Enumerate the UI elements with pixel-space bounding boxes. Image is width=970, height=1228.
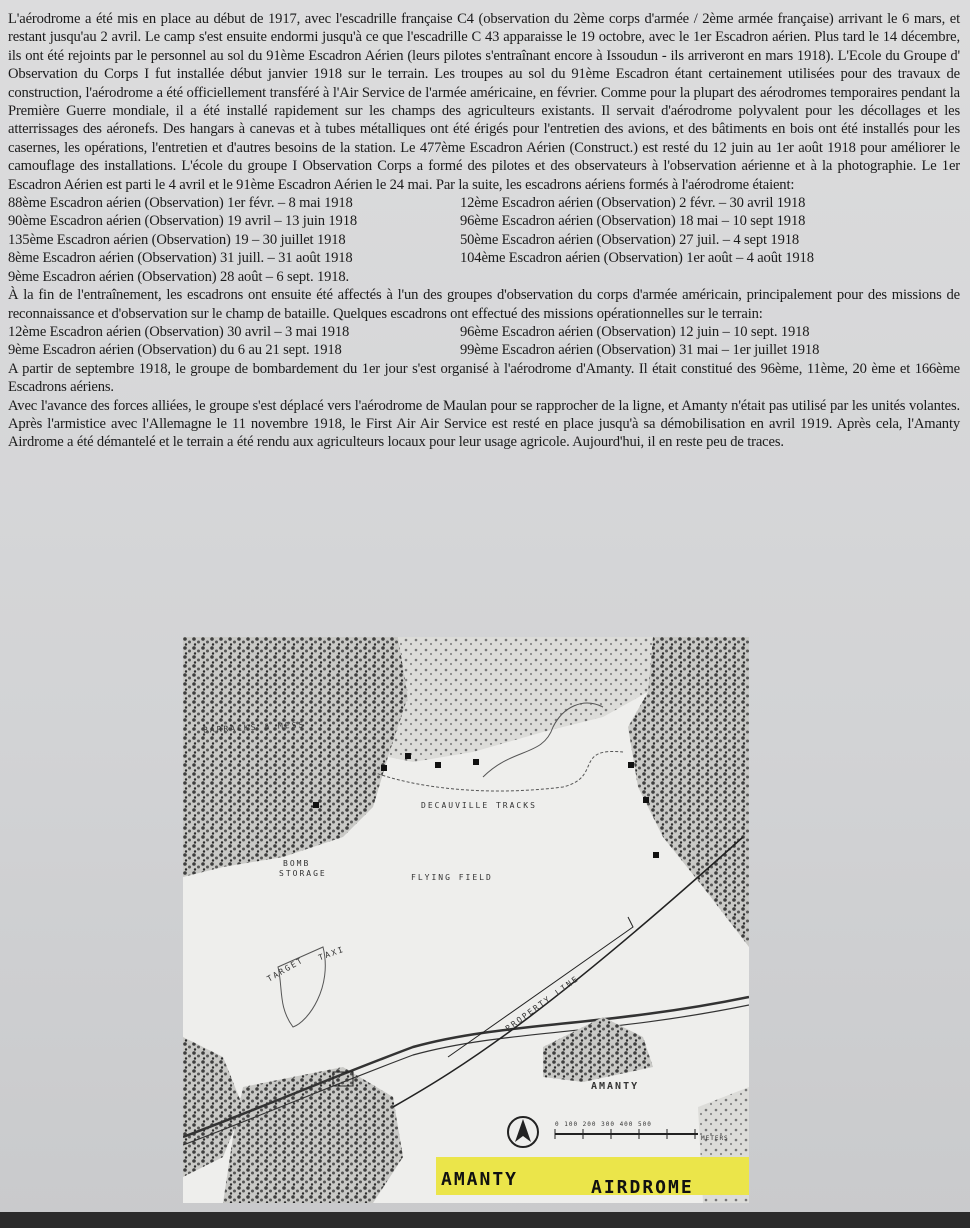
list-item: 50ème Escadron aérien (Observation) 27 juil. – 4 sept 1918 xyxy=(460,231,800,248)
list-item xyxy=(460,268,960,286)
forest-northwest xyxy=(183,637,408,877)
airdrome-map xyxy=(183,637,749,1203)
list-item: 88ème Escadron aérien (Observation) 1er févr. – 8 mai 1918 xyxy=(8,195,353,212)
village-amanty xyxy=(543,1017,653,1082)
list-item: 9ème Escadron aérien (Observation) 28 août – 6 sept. 1918. xyxy=(8,268,350,285)
map-label-barracks: BARRACKS & MESS xyxy=(202,720,306,735)
map-label-taxi: TAXI xyxy=(317,944,346,963)
list-item: 12ème Escadron aérien (Observation) 30 avril – 3 mai 1918 xyxy=(8,323,350,340)
hangar xyxy=(653,852,659,858)
list-item: 12ème Escadron aérien (Observation) 2 févr. – 30 avril 1918 xyxy=(460,195,806,212)
list-item: 90ème Escadron aérien (Observation) 19 avril – 13 juin 1918 xyxy=(8,213,357,230)
hangar xyxy=(405,753,411,759)
hangar xyxy=(381,765,387,771)
hangar xyxy=(435,762,441,768)
bottom-frame xyxy=(0,1212,970,1228)
hangar xyxy=(313,802,319,808)
list-item: 9ème Escadron aérien (Observation) du 6 au 21 sept. 1918 xyxy=(8,342,342,359)
map-label-storage: STORAGE xyxy=(279,869,327,878)
operational-squadrons-list xyxy=(8,323,960,360)
map-label-property-line: PROPERTY LINE xyxy=(503,973,581,1034)
forest-north xyxy=(388,637,653,762)
intro-paragraph: L'aérodrome a été mis en place au début de 1917, avec l'escadrille française C4 (observation du 2ème corps d'armée / 2ème armée française) arrivant le 6 mars, et restant jusqu'au 2 avril. Le camp s'est ensuite endormi jusqu'à ce que l'escadrille C 43 apparaisse le 19 octobre, avec le 1er Escadron aérien. Plus tard le 14 décembre, ils ont été rejoints par le personnel au sol du 91ème Escadron Aérien (leurs pilotes s'entraînant encore à Issoudun - ils arriveront en mars 1918). L'Ecole du Groupe d' Observation du Corps I fut installée début janvier 1918 sur le terrain. Les troupes au sol du 91ème Escadron étant certainement utilisées pour des travaux de construction, l'aérodrome a été officiellement transféré à l'Air Service de l'armée américaine, en février. Comme pour la plupart des aérodromes temporaires pendant la Première Guerre mondiale, il a été installé rapidement sur les champs des agriculteurs existants. Il servait d'aérodrome polyvalent pour les décollages et les atterrissages des aéronefs. Des hangars à canevas et à tubes métalliques ont été érigés pour l'entretien des avions, et des bâtiments en bois ont été installés pour les casernes, les opérations, l'entretien et d'autres besoins de la station. Le 477ème Escadron Aérien (Construct.) est resté du 12 juin au 1er août 1918 pour améliorer le camouflage des installations. L'école du groupe I Observation Corps a formé des pilotes et des observateurs à l'observation aérienne et à la photographie. Le 1er Escadron Aérien est parti le 4 avril et le 91ème Escadron Aérien le 24 mai. Par la suite, les escadrons aériens formés à l'aérodrome étaient: xyxy=(8,11,960,193)
map-label-bomb: BOMB xyxy=(283,859,311,868)
list-item: 104ème Escadron aérien (Observation) 1er août – 4 août 1918 xyxy=(460,250,814,267)
map-label-target: TARGET xyxy=(265,955,306,984)
conclusion-paragraph: Avec l'avance des forces alliées, le groupe s'est déplacé vers l'aérodrome de Maulan pour se rapprocher de la ligne, et Amanty n'était pas utilisé par les unités volantes. Après l'armistice avec l'Allemagne le 11 novembre 1918, le First Air Air Service est resté en place jusqu'à sa démobilisation en avril 1919. Après cela, l'Amanty Airdrome a été démantelé et le terrain a été rendu aux agriculteurs locaux pour leur usage agricole. Aujourd'hui, il en reste peu de traces. xyxy=(8,397,960,451)
map-title-right: AIRDROME xyxy=(591,1177,694,1198)
map-label-amanty: AMANTY xyxy=(591,1081,640,1092)
list-item: 8ème Escadron aérien (Observation) 31 juill. – 31 août 1918 xyxy=(8,250,353,267)
bombardment-paragraph: A partir de septembre 1918, le groupe de bombardement du 1er jour s'est organisé à l'aérodrome d'Amanty. Il était constitué des 96ème, 11ème, 20 ème et 166ème Escadrons aériens. xyxy=(8,360,960,396)
list-item: 135ème Escadron aérien (Observation) 19 – 30 juillet 1918 xyxy=(8,231,346,248)
map-title-left: AMANTY xyxy=(441,1169,519,1190)
scale-label: 0 100 200 300 400 500 xyxy=(555,1121,652,1128)
history-text xyxy=(8,10,960,452)
trained-squadrons-list xyxy=(8,194,960,286)
hangar xyxy=(643,797,649,803)
after-training-paragraph: À la fin de l'entraînement, les escadrons ont ensuite été affectés à l'un des groupes d'observation du corps d'armée américain, principalement pour des missions de reconnaissance et d'observation sur le champ de bataille. Quelques escadrons ont effectué des missions opérationnelles sur le terrain: xyxy=(8,287,960,322)
scale-unit-label: METERS xyxy=(701,1135,729,1142)
hangar xyxy=(473,759,479,765)
list-item: 99ème Escadron aérien (Observation) 31 mai – 1er juillet 1918 xyxy=(460,342,820,359)
list-item: 96ème Escadron aérien (Observation) 18 mai – 10 sept 1918 xyxy=(460,213,806,230)
hangar xyxy=(628,762,634,768)
list-item: 96ème Escadron aérien (Observation) 12 juin – 10 sept. 1918 xyxy=(460,323,810,340)
map-label-flying-field: FLYING FIELD xyxy=(411,873,493,882)
forest-south xyxy=(223,1067,403,1203)
map-label-decauville: DECAUVILLE TRACKS xyxy=(421,801,537,810)
